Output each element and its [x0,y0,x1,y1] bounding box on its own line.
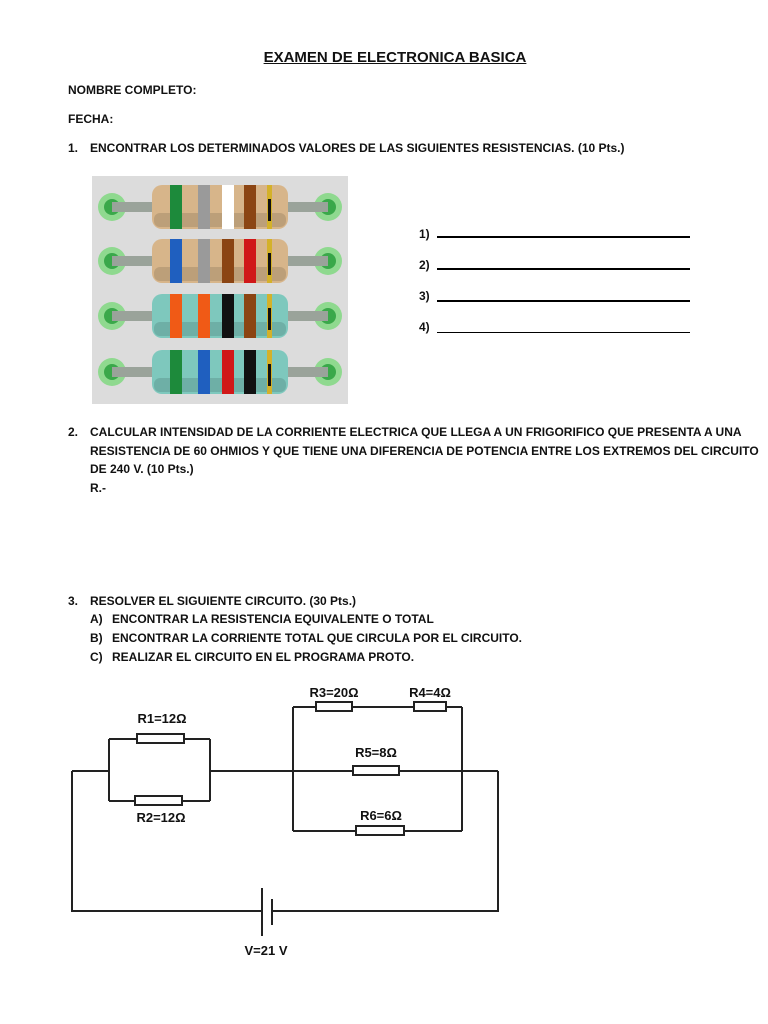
item-a-label: A) [90,612,103,626]
label-r4: R4=4Ω [409,685,451,700]
resistor-r6 [356,826,404,835]
item-c-label: C) [90,650,103,664]
resistor-r4 [414,702,446,711]
date-label: FECHA: [68,112,114,126]
item-b-label: B) [90,631,103,645]
color-band-1-2 [198,185,210,229]
label-voltage: V=21 V [244,943,288,958]
color-band-4-4 [244,350,256,394]
question-3-number: 3. [68,594,79,608]
question-1-text: ENCONTRAR LOS DETERMINADOS VALORES DE LAS SIGUIENTES RESISTENCIAS. (10 Pts.) [90,141,625,155]
name-label: NOMBRE COMPLETO: [68,83,197,97]
page-title: EXAMEN DE ELECTRONICA BASICA [263,49,527,66]
label-r2: R2=12Ω [136,810,186,825]
color-band-2-3 [222,239,234,283]
color-band-1-4 [244,185,256,229]
color-band-4-1 [170,350,182,394]
answer-prompt: R.- [90,481,106,495]
color-band-1-1 [170,185,182,229]
question-1 [0,141,768,157]
question-2-line-3: DE 240 V. (10 Pts.) [90,462,194,476]
color-band-2-1 [170,239,182,283]
tolerance-mark-1 [268,199,271,221]
answer-2-label: 2) [419,258,430,272]
question-3 [0,594,768,610]
color-band-2-2 [198,239,210,283]
item-b-text: ENCONTRAR LA CORRIENTE TOTAL QUE CIRCULA POR EL CIRCUITO. [112,631,523,645]
resistor-color-code-image [92,176,348,404]
answer-1-line[interactable] [437,236,690,238]
question-3-item-b [90,631,523,645]
question-3-text: RESOLVER EL SIGUIENTE CIRCUITO. (30 Pts.) [90,594,357,608]
question-2 [0,425,768,441]
answer-1-label: 1) [419,227,430,241]
answer-3-line[interactable] [437,300,690,302]
answer-2-line[interactable] [437,268,690,270]
tolerance-mark-4 [268,364,271,386]
resistor-r5 [353,766,399,775]
item-a-text: ENCONTRAR LA RESISTENCIA EQUIVALENTE O TOTAL [112,612,434,626]
label-r1: R1=12Ω [137,711,187,726]
question-2-number: 2. [68,425,79,439]
resistor-r3 [316,702,352,711]
color-band-3-4 [244,294,256,338]
tolerance-mark-3 [268,308,271,330]
circuit-diagram [0,670,768,970]
tolerance-mark-2 [268,253,271,275]
answer-4-line[interactable] [437,332,690,333]
question-3-item-a [90,612,434,626]
question-2-line-1: CALCULAR INTENSIDAD DE LA CORRIENTE ELECTRICA QUE LLEGA A UN FRIGORIFICO QUE PRESENTA A UNA [90,425,742,439]
color-band-4-3 [222,350,234,394]
color-band-2-4 [244,239,256,283]
answer-3-label: 3) [419,289,430,303]
color-band-3-1 [170,294,182,338]
question-1-number: 1. [68,141,79,155]
wire-right-bottom [272,771,498,911]
answer-4-label: 4) [419,320,430,334]
color-band-3-3 [222,294,234,338]
color-band-1-3 [222,185,234,229]
resistor-r2 [135,796,182,805]
question-3-item-c [90,650,415,664]
resistor-r1 [137,734,184,743]
question-2-line-2: RESISTENCIA DE 60 OHMIOS Y QUE TIENE UNA DIFERENCIA DE POTENCIA ENTRE LOS EXTREMOS DEL CIRCUITO [90,444,759,458]
label-r3: R3=20Ω [309,685,359,700]
label-r6: R6=6Ω [360,808,402,823]
color-band-3-2 [198,294,210,338]
wire-left-bottom [72,771,262,911]
item-c-text: REALIZAR EL CIRCUITO EN EL PROGRAMA PROTO. [112,650,415,664]
color-band-4-2 [198,350,210,394]
label-r5: R5=8Ω [355,745,397,760]
